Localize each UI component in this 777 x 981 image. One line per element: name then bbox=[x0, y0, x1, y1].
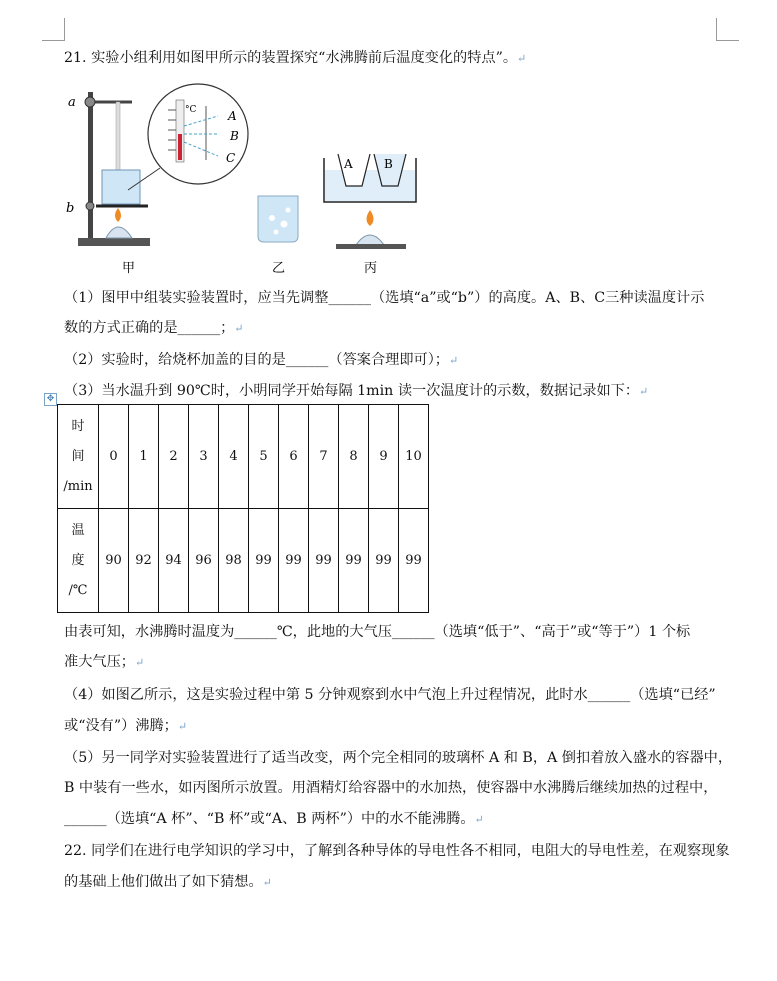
caption-bing: 丙 bbox=[364, 261, 378, 276]
svg-text:B: B bbox=[230, 129, 239, 143]
temp-cell: 90 bbox=[99, 509, 129, 613]
crop-mark-top-left bbox=[42, 18, 65, 41]
label-b: b bbox=[66, 201, 75, 216]
time-cell: 1 bbox=[129, 405, 159, 509]
caption-yi: 乙 bbox=[272, 261, 286, 276]
q21-part2: （2）实验时，给烧杯加盖的目的是______（答案合理即可）；↵ bbox=[64, 352, 459, 368]
q21-part3b-line1: 由表可知，水沸腾时温度为______℃，此地的大气压______（选填“低于”、“高于”或“等于”）1 个标 bbox=[64, 624, 691, 640]
svg-text:A: A bbox=[228, 109, 237, 123]
row-header-temp: 温 度 /℃ bbox=[58, 509, 99, 613]
q21-figure bbox=[0, 78, 777, 278]
time-cell: 7 bbox=[309, 405, 339, 509]
temp-cell: 99 bbox=[309, 509, 339, 613]
temp-cell: 99 bbox=[249, 509, 279, 613]
temp-cell: 92 bbox=[129, 509, 159, 613]
q22-line2: 的基础上他们做出了如下猜想。↵ bbox=[64, 874, 272, 890]
time-cell: 6 bbox=[279, 405, 309, 509]
table-row-temp bbox=[58, 509, 429, 613]
apparatus-bing bbox=[324, 154, 416, 249]
q21-part4-line2: 或“没有”）沸腾；↵ bbox=[64, 718, 188, 734]
time-cell: 2 bbox=[159, 405, 189, 509]
crop-mark-top-right bbox=[716, 18, 739, 41]
q21-part5-line1: （5）另一同学对实验装置进行了适当改变，两个完全相同的玻璃杯 A 和 B，A 倒扣着放入盛水的容器中， bbox=[64, 750, 733, 766]
q21-part1-line1: （1）图甲中组装实验装置时，应当先调整______（选填“a”或“b”）的高度。A、B、C三种读温度计示 bbox=[64, 290, 705, 306]
q21-part4-line1: （4）如图乙所示，这是实验过程中第 5 分钟观察到水中气泡上升过程情况，此时水______（选填“已经” bbox=[64, 687, 716, 703]
temp-cell: 99 bbox=[279, 509, 309, 613]
temp-cell: 99 bbox=[339, 509, 369, 613]
thermometer-callout bbox=[128, 84, 248, 190]
svg-text:A: A bbox=[344, 157, 353, 171]
svg-text:B: B bbox=[384, 157, 393, 171]
beaker-yi bbox=[258, 196, 298, 242]
q21-part3b-line2: 准大气压；↵ bbox=[64, 654, 145, 670]
q21-part5-line3: ______（选填“A 杯”、“B 杯”或“A、B 两杯”）中的水不能沸腾。↵ bbox=[64, 811, 484, 827]
temp-cell: 98 bbox=[219, 509, 249, 613]
svg-text:°C: °C bbox=[185, 105, 197, 115]
temp-cell: 96 bbox=[189, 509, 219, 613]
q21-part5-line2: B 中装有一些水，如丙图所示放置。用酒精灯给容器中的水加热，使容器中水沸腾后继续加热的过程中， bbox=[64, 780, 718, 796]
time-cell: 9 bbox=[369, 405, 399, 509]
apparatus-jia bbox=[66, 92, 150, 246]
table-row-time bbox=[58, 405, 429, 509]
data-table bbox=[57, 404, 429, 613]
caption-jia: 甲 bbox=[122, 261, 136, 276]
time-cell: 8 bbox=[339, 405, 369, 509]
q21-part1-line2: 数的方式正确的是______；↵ bbox=[64, 320, 244, 336]
time-cell: 10 bbox=[399, 405, 429, 509]
q21-title: 21. 实验小组利用如图甲所示的装置探究“水沸腾前后温度变化的特点”。↵ bbox=[64, 50, 527, 66]
label-a: a bbox=[68, 95, 76, 110]
temp-cell: 94 bbox=[159, 509, 189, 613]
time-cell: 3 bbox=[189, 405, 219, 509]
row-header-time: 时 间 /min bbox=[58, 405, 99, 509]
q22-line1: 22. 同学们在进行电学知识的学习中，了解到各种导体的导电性各不相同，电阻大的导电性差，在观察现象 bbox=[64, 843, 730, 859]
time-cell: 5 bbox=[249, 405, 279, 509]
svg-text:C: C bbox=[226, 151, 236, 165]
table-move-handle-icon[interactable]: ✥ bbox=[44, 393, 57, 406]
temp-cell: 99 bbox=[369, 509, 399, 613]
q21-part3: （3）当水温升到 90℃时，小明同学开始每隔 1min 读一次温度计的示数，数据记录如下：↵ bbox=[64, 383, 649, 399]
time-cell: 4 bbox=[219, 405, 249, 509]
time-cell: 0 bbox=[99, 405, 129, 509]
temp-cell: 99 bbox=[399, 509, 429, 613]
